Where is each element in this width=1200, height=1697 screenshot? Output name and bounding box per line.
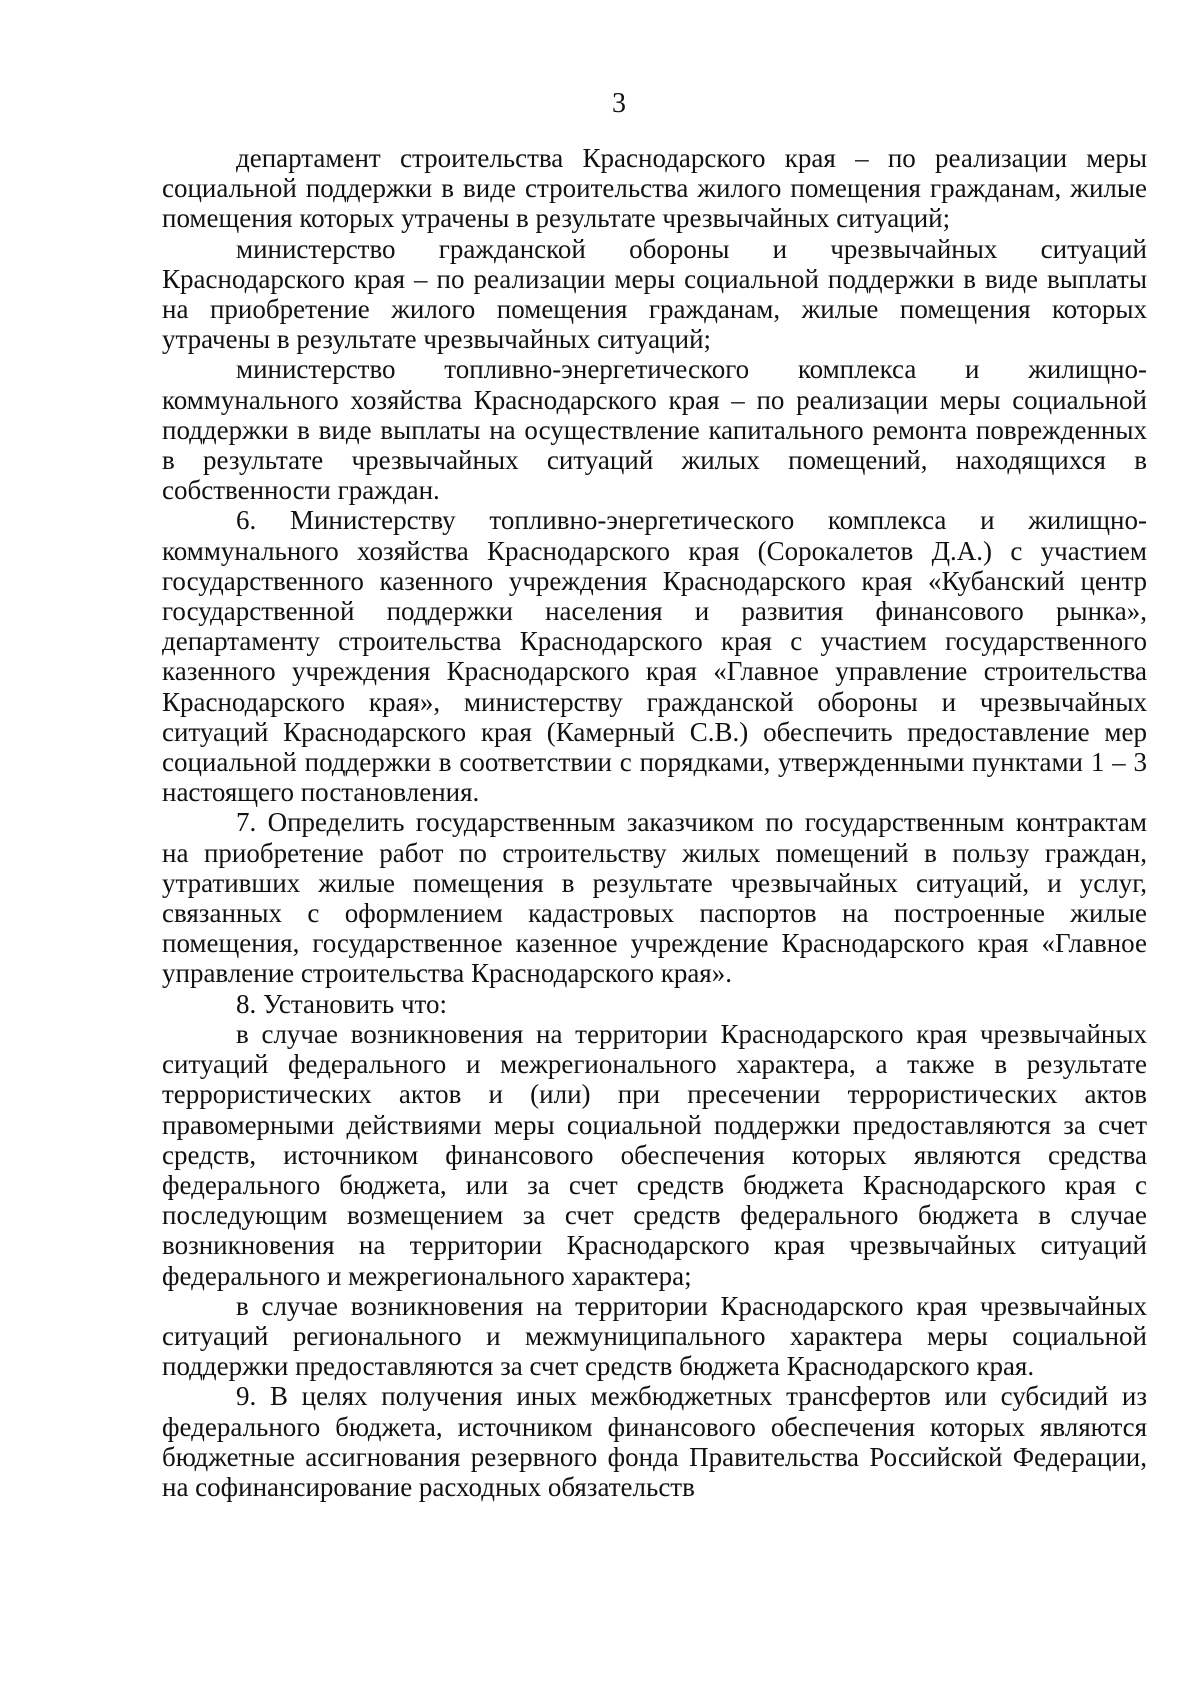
paragraph-fuel-energy-ministry: министерство топливно-энергетического комплекса и жилищно-коммунального хозяйства Краснодарского края – по реализации меры социальной поддержки в виде выплаты на осуществление капитального ремонта поврежденных в результате чрезвычайных ситуаций жилых помещений, находящихся в собственности граждан. [162, 354, 1147, 506]
paragraph-item-8-regional: в случае возникновения на территории Краснодарского края чрезвычайных ситуаций регионального и межмуниципального характера меры социальной поддержки предоставляются за счет средств бюджета Краснодарского края. [162, 1290, 1147, 1382]
paragraph-item-9: 9. В целях получения иных межбюджетных трансфертов или субсидий из федерального бюджета, источником финансового обеспечения которых являются бюджетные ассигнования резервного фонда Правительства Российской Федерации, на софинансирование расходных обязательств [162, 1381, 1147, 1502]
paragraph-civil-defense-ministry: министерство гражданской обороны и чрезвычайных ситуаций Краснодарского края – по реализации меры социальной поддержки в виде выплаты на приобретение жилого помещения гражданам, жилые помещения которых утрачены в результате чрезвычайных ситуаций; [162, 233, 1147, 355]
paragraph-item-7: 7. Определить государственным заказчиком по государственным контрактам на приобретение работ по строительству жилых помещений в пользу граждан, утративших жилые помещения в результате чрезвычайных ситуаций, и услуг, связанных с оформлением кадастровых паспортов на построенные жилые помещения, государственное казенное учреждение Краснодарского края «Главное управление строительства Краснодарского края». [162, 807, 1147, 989]
paragraph-item-8-federal: в случае возникновения на территории Краснодарского края чрезвычайных ситуаций федерального и межрегионального характера, а также в результате террористических актов и (или) при пресечении террористических актов правомерными действиями меры социальной поддержки предоставляются за счет средств, источником финансового обеспечения которых являются средства федерального бюджета, или за счет средств бюджета Краснодарского края с последующим возмещением за счет средств федерального бюджета в случае возникновения на территории Краснодарского края чрезвычайных ситуаций федерального и межрегионального характера; [162, 1018, 1147, 1291]
paragraph-item-6: 6. Министерству топливно-энергетического комплекса и жилищно-коммунального хозяйства Краснодарского края (Сорокалетов Д.А.) с участием государственного казенного учреждения Краснодарского края «Кубанский центр государственной поддержки населения и развития финансового рынка», департаменту строительства Краснодарского края с участием государственного казенного учреждения Краснодарского края «Главное управление строительства Краснодарского края», министерству гражданской обороны и чрезвычайных ситуаций Краснодарского края (Камерный С.В.) обеспечить предоставление мер социальной поддержки в соответствии с порядками, утвержденными пунктами 1 – 3 настоящего постановления. [162, 505, 1147, 808]
page-number: 3 [612, 88, 626, 119]
paragraph-construction-department: департамент строительства Краснодарского края – по реализации меры социальной поддержки в виде строительства жилого помещения гражданам, жилые помещения которых утрачены в результате чрезвычайных ситуаций; [162, 143, 1147, 234]
paragraph-item-8: 8. Установить что: [236, 988, 448, 1019]
document-body [162, 143, 1147, 1502]
